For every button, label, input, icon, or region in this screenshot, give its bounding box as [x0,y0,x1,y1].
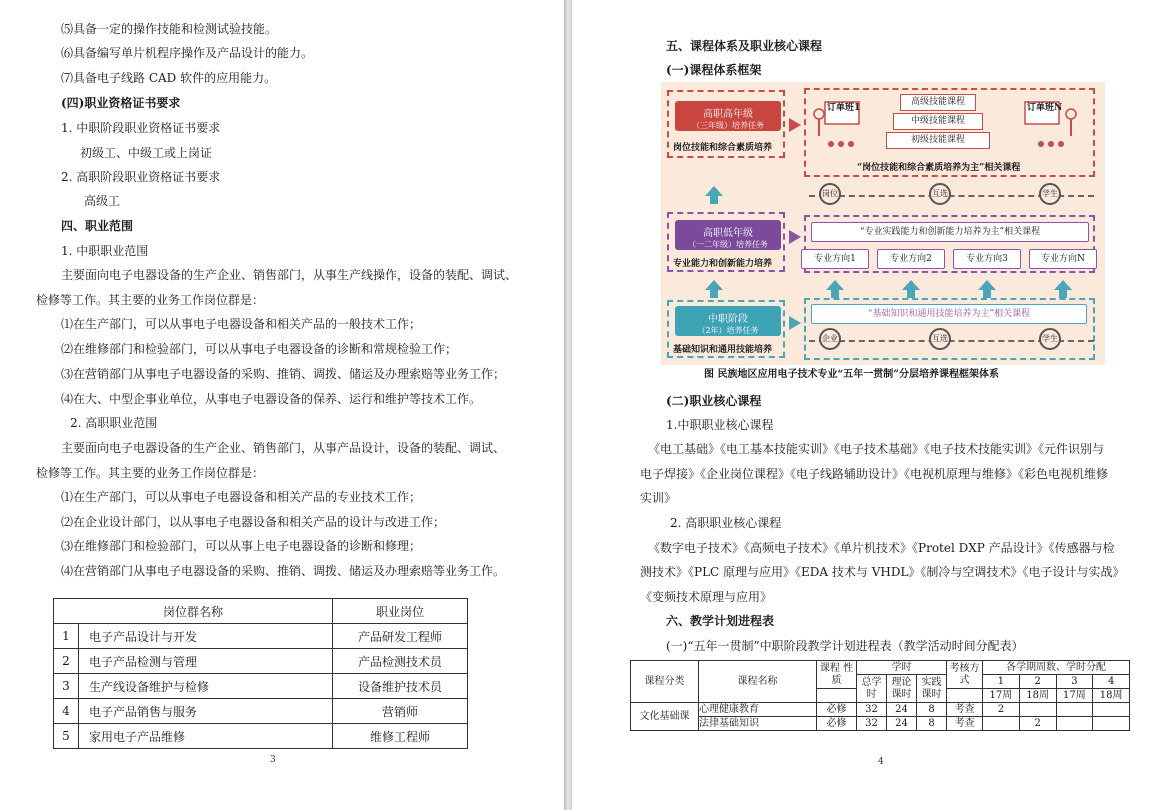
table-header: 18周 [1093,689,1130,703]
table-cell: 营销师 [333,699,468,724]
direction-item: 专业方向3 [953,249,1021,269]
arrow-up-icon [705,186,723,196]
bottom-caption: “基础知识和通用技能培养为主”相关课程 [811,304,1087,324]
text-line: 主要面向电子电器设备的生产企业、销售部门，从事产品设计，设备的装配、调试、 [61,441,506,455]
level-caption: 专业能力和创新能力培养 [673,259,773,269]
order-class-label: 订单班N [1027,103,1063,113]
text-line: ⑺具备电子线路 CAD 软件的应用能力。 [61,71,277,85]
table-cell: 考查 [947,717,983,731]
level-subtitle: （三年级）培养任务 [692,121,764,130]
figure-caption: 图 民族地区应用电子技术专业“五年一贯制”分层培养课程框架体系 [704,369,999,380]
direction-item: 专业方向N [1029,249,1097,269]
table-cell: 32 [857,703,887,717]
table-cell: 3 [54,674,79,699]
table-cell: 24 [887,703,917,717]
text-line: ⑷在营销部门从事电子电器设备的采购、推销、调拨、储运及办理索赔等业务工作。 [61,564,506,578]
table-cell: 产品检测技术员 [333,649,468,674]
table-cell: 电子产品设计与开发 [79,624,333,649]
arrow-stem [710,290,718,298]
text-line: 2. 高职职业核心课程 [670,516,782,530]
course-framework-diagram [661,82,1105,365]
order-class-1 [811,96,869,154]
table-cell: 维修工程师 [333,724,468,749]
arrow-up-icon [1054,280,1072,290]
table-cell: 24 [887,717,917,731]
cycle-icon: 企业 [819,328,841,350]
cycle-icon: 岗位 [819,183,841,205]
top-caption: “岗位技能和综合素质培养为主”相关课程 [857,163,1021,173]
cycle-icon: 互选 [929,183,951,205]
level-caption: 岗位技能和综合素质培养 [673,143,773,153]
direction-item: 专业方向1 [801,249,869,269]
mid-caption: “专业实践能力和创新能力培养为主”相关课程 [811,222,1089,242]
table-header: 实践课时 [917,675,947,703]
text-line: 测技术》《PLC 原理与应用》《EDA 技术与 VHDL》《制冷与空调技术》《电子设计与实战》 [640,565,1125,579]
table-cell [983,717,1020,731]
table-row [54,699,468,724]
arrow-stem [1059,290,1067,298]
text-line: 1.中职职业核心课程 [666,418,774,432]
level-title: 高职高年级 [703,109,753,120]
table-cell: 生产线设备维护与检修 [79,674,333,699]
table-row [54,624,468,649]
text-line: 2. 高职职业范围 [70,416,158,430]
arrow-stem [983,290,991,298]
section-heading: 四、职业范围 [61,219,134,233]
level-caption: 基础知识和通用技能培养 [673,345,773,355]
table-header-row [54,599,468,624]
table-cell [1019,703,1056,717]
table-header: 各学期周数、学时分配 [983,661,1130,675]
level-subtitle: （2年）培养任务 [697,326,759,335]
table-cell [1093,717,1130,731]
arrow-stem [710,196,718,204]
arrow-up-icon [705,280,723,290]
table-header: 4 [1093,675,1130,689]
section-heading: 六、教学计划进程表 [666,614,775,628]
table-header [817,689,857,703]
table-cell [1056,717,1093,731]
table-header: 学时 [857,661,947,675]
text-line: ⑸具备一定的操作技能和检测试验技能。 [61,22,278,36]
level-subtitle: （一二年级）培养任务 [688,240,768,249]
arrow-stem [831,290,839,298]
text-line: 1. 中职阶段职业资格证书要求 [61,121,221,135]
text-line: ⑵在企业设计部门，以从事电子电器设备和相关产品的设计与改进工作； [61,515,446,529]
text-line: ⑹具备编写单片机程序操作及产品设计的能力。 [61,46,314,60]
left-page [0,0,564,810]
text-line: 《电工基础》《电工基本技能实训》《电子技术基础》《电子技术技能实训》《元件识别与 [648,442,1105,456]
text-line: 检修等工作。其主要的业务工作岗位群是： [36,293,265,307]
table-cell: 8 [917,717,947,731]
table-cell: 电子产品检测与管理 [79,649,333,674]
table-cell [1093,703,1130,717]
arrow-stem [907,290,915,298]
table-cell: 产品研发工程师 [333,624,468,649]
table-row [631,703,1130,717]
subsection-heading: (一)课程体系框架 [666,63,762,77]
skill-level: 中级技能课程 [893,113,983,130]
table-row [54,649,468,674]
subsection-heading: (一)“五年一贯制”中职阶段教学计划进程表（教学活动时间分配表） [666,639,1024,653]
table-cell: 5 [54,724,79,749]
table-header: 考核方式 [947,661,983,689]
page-gutter [564,0,572,810]
table-header: 总学时 [857,675,887,703]
table-cell: 考查 [947,703,983,717]
teaching-plan-table [630,660,1130,731]
text-line: ⑶在维修部门和检验部门，可以从事上电子电器设备的诊断和修理； [61,539,422,553]
skill-level: 高级技能课程 [900,94,976,111]
arrow-right-icon [789,316,801,330]
text-line: 检修等工作。其主要的业务工作岗位群是： [36,466,265,480]
level-title: 高职低年级 [703,228,753,239]
arrow-up-icon [902,280,920,290]
page-number: 4 [878,757,884,767]
table-cell: 8 [917,703,947,717]
table-header: 17周 [983,689,1020,703]
text-line: 《数字电子技术》《高频电子技术》《单片机技术》《Protel DXP 产品设计》《传感器与检 [648,541,1115,555]
skill-stack [883,94,993,149]
table-row [54,724,468,749]
section-heading: (四)职业资格证书要求 [61,96,181,110]
level-secondary-box [675,306,781,336]
level-title: 中职阶段 [708,314,748,325]
table-header: 3 [1056,675,1093,689]
table-header: 岗位群名称 [54,599,333,624]
table-cell: 电子产品销售与服务 [79,699,333,724]
table-header: 课程分类 [631,661,699,703]
direction-item: 专业方向2 [877,249,945,269]
text-line: 主要面向电子电器设备的生产企业、销售部门，从事生产线操作，设备的装配、调试、 [61,268,518,282]
table-cell: 2 [983,703,1020,717]
table-cell: 家用电子产品维修 [79,724,333,749]
skill-level: 初级技能课程 [886,132,990,149]
arrow-right-icon [789,230,801,244]
table-header: 1 [983,675,1020,689]
table-cell [1056,703,1093,717]
text-line: 实训》 [640,491,677,505]
table-header: 课程 性质 [817,661,857,689]
table-header [947,689,983,703]
text-line: ⑶在营销部门从事电子电器设备的采购、推销、调拨、储运及办理索赔等业务工作； [61,367,506,381]
table-cell: 文化基础课 [631,703,699,731]
text-line: 1. 中职职业范围 [61,244,149,258]
text-line: ⑴在生产部门，可以从事电子电器设备和相关产品的一般技术工作； [61,317,422,331]
text-line: 《变频技术原理与应用》 [640,590,773,604]
cycle-icon: 学生 [1039,328,1061,350]
table-header: 18周 [1019,689,1056,703]
cycle-icon: 学生 [1039,183,1061,205]
arrow-up-icon [978,280,996,290]
table-header: 理论课时 [887,675,917,703]
table-header-row [631,661,1130,675]
table-cell: 1 [54,624,79,649]
subsection-heading: (二)职业核心课程 [666,394,762,408]
text-line: ⑴在生产部门，可以从事电子电器设备和相关产品的专业技术工作； [61,490,422,504]
table-cell: 32 [857,717,887,731]
table-row [54,674,468,699]
table-cell: 必修 [817,703,857,717]
level-junior-box [675,220,781,250]
table-header: 2 [1019,675,1056,689]
table-cell: 设备维护技术员 [333,674,468,699]
table-header: 课程名称 [699,661,817,703]
table-cell: 法律基础知识 [699,717,817,731]
text-line: ⑵在维修部门和检验部门，可以从事电子电器设备的诊断和常规检验工作； [61,342,458,356]
table-row [631,717,1130,731]
table-header: 职业岗位 [333,599,468,624]
table-header: 17周 [1056,689,1093,703]
table-cell: 2 [54,649,79,674]
table-cell: 必修 [817,717,857,731]
table-cell: 心理健康教育 [699,703,817,717]
text-line: ⑷在大、中型企事业单位，从事电子电器设备的保养、运行和维护等技术工作。 [61,392,482,406]
arrow-up-icon [826,280,844,290]
job-table [53,598,468,749]
section-heading: 五、课程体系及职业核心课程 [666,39,823,53]
arrow-right-icon [789,118,801,132]
order-class-n [1021,96,1083,154]
table-cell: 4 [54,699,79,724]
text-line: 电子焊接》《企业岗位课程》《电子线路辅助设计》《电视机原理与维修》《彩色电视机维修 [640,467,1109,481]
text-line: 2. 高职阶段职业资格证书要求 [61,170,221,184]
senior-outline [667,90,785,158]
text-line: 高级工 [84,194,121,208]
text-line: 初级工、中级工或上岗证 [80,146,213,160]
table-cell: 2 [1019,717,1056,731]
cycle-icon: 互选 [929,328,951,350]
order-class-label: 订单班1 [827,103,861,113]
page-number: 3 [270,755,276,765]
